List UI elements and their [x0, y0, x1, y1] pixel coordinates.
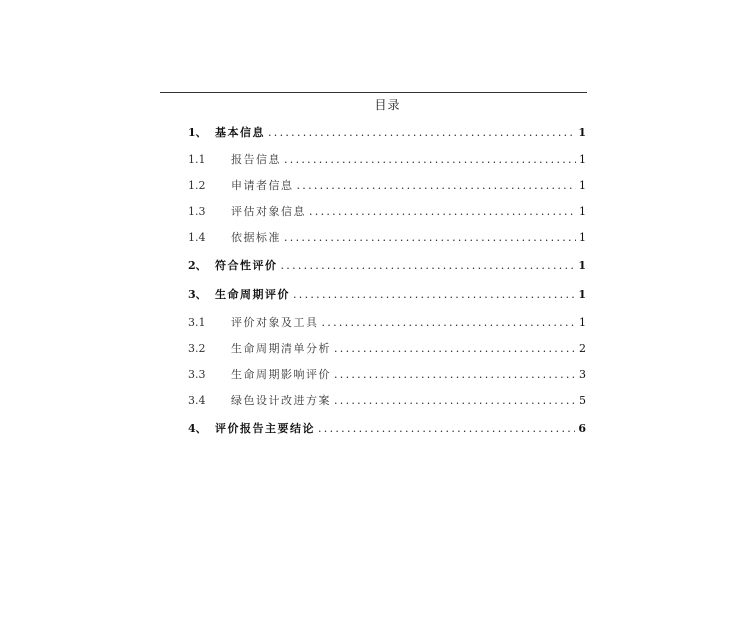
- toc-dot-leader: [309, 205, 576, 219]
- toc-entry-number: 1、: [188, 126, 207, 139]
- toc-title: 目录: [374, 98, 401, 112]
- toc-entry-page: 1: [578, 288, 586, 301]
- toc-entry-page: 1: [578, 259, 586, 272]
- toc-entry-label: 基本信息: [215, 126, 265, 139]
- toc-entry-1-3[interactable]: [188, 203, 586, 219]
- toc-entry-page: 1: [578, 126, 586, 139]
- toc-entry-page: 3: [579, 368, 586, 381]
- toc-dot-leader: [284, 231, 576, 245]
- toc-dot-leader: [268, 126, 575, 140]
- toc-entry-label: 符合性评价: [215, 259, 278, 272]
- toc-entry-number: 1.2: [188, 179, 206, 192]
- toc-entry-page: 1: [579, 316, 586, 329]
- toc-dot-leader: [293, 288, 575, 302]
- toc-dot-leader: [318, 422, 575, 436]
- toc-entry-4[interactable]: [188, 420, 586, 436]
- toc-entry-number: 1.4: [188, 231, 206, 244]
- toc-dot-leader: [281, 259, 576, 273]
- toc-entry-number: 2、: [188, 259, 207, 272]
- toc-entry-label: 生命周期清单分析: [231, 342, 331, 355]
- toc-entry-label: 评价对象及工具: [231, 316, 319, 329]
- toc-dot-leader: [322, 316, 577, 330]
- toc-dot-leader: [297, 179, 577, 193]
- toc-entry-number: 3.4: [188, 394, 206, 407]
- toc-entry-number: 1.3: [188, 205, 206, 218]
- toc-entry-1-2[interactable]: [188, 177, 586, 193]
- toc-entry-number: 1.1: [188, 153, 206, 166]
- toc-entry-2[interactable]: [188, 257, 586, 273]
- toc-entry-label: 报告信息: [231, 153, 281, 166]
- toc-entry-page: 1: [579, 231, 586, 244]
- toc-entry-page: 1: [579, 179, 586, 192]
- toc-entry-3-3[interactable]: [188, 366, 586, 382]
- toc-entry-page: 1: [579, 153, 586, 166]
- toc-entry-3-4[interactable]: [188, 392, 586, 408]
- toc-entry-page: 1: [579, 205, 586, 218]
- toc-entry-label: 生命周期影响评价: [231, 368, 331, 381]
- toc-entry-page: 5: [579, 394, 586, 407]
- toc-entry-1-4[interactable]: [188, 229, 586, 245]
- toc-entry-number: 3.3: [188, 368, 206, 381]
- toc-dot-leader: [334, 342, 576, 356]
- toc-entry-label: 绿色设计改进方案: [231, 394, 331, 407]
- toc-entry-3-1[interactable]: [188, 314, 586, 330]
- toc-entry-number: 3、: [188, 288, 207, 301]
- toc-dot-leader: [284, 153, 576, 167]
- toc-entry-label: 评价报告主要结论: [215, 422, 315, 435]
- toc-entry-number: 3.1: [188, 316, 206, 329]
- toc-entry-3[interactable]: [188, 286, 586, 302]
- toc-entry-page: 2: [579, 342, 586, 355]
- toc-entry-label: 评估对象信息: [231, 205, 306, 218]
- table-of-contents: [188, 0, 586, 617]
- toc-entry-label: 生命周期评价: [215, 288, 290, 301]
- toc-dot-leader: [334, 394, 576, 408]
- toc-entry-3-2[interactable]: [188, 340, 586, 356]
- toc-entry-1[interactable]: [188, 124, 586, 140]
- toc-entry-number: 4、: [188, 422, 207, 435]
- toc-dot-leader: [334, 368, 576, 382]
- toc-entry-label: 申请者信息: [231, 179, 294, 192]
- toc-entry-page: 6: [578, 422, 586, 435]
- toc-entry-number: 3.2: [188, 342, 206, 355]
- toc-entry-label: 依据标准: [231, 231, 281, 244]
- toc-entry-1-1[interactable]: [188, 151, 586, 167]
